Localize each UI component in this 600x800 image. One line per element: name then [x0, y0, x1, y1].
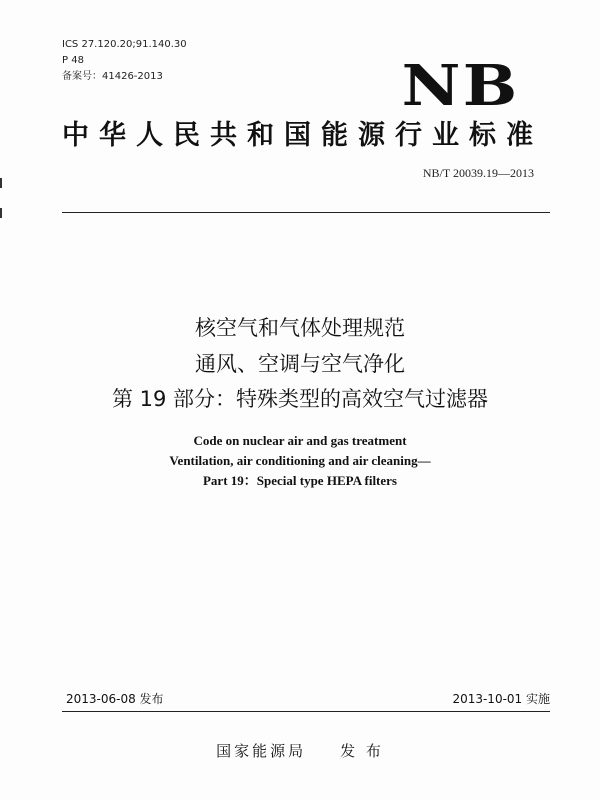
- english-title-line-2: Ventilation, air conditioning and air cleaning—: [169, 453, 431, 468]
- scan-edge-mark: [0, 208, 2, 218]
- chinese-title-line-2: 通风、空调与空气净化: [195, 352, 405, 376]
- footer-divider: [62, 711, 550, 712]
- english-title-line-1: Code on nuclear air and gas treatment: [193, 433, 407, 448]
- standard-number: NB/T 20039.19—2013: [422, 166, 534, 180]
- publisher-line: [0, 741, 600, 761]
- nb-logo: NB: [402, 53, 520, 119]
- issue-date: 2013-06-08 发布: [66, 692, 164, 706]
- standard-category-title: 中华人民共和国能源行业标准: [62, 120, 543, 151]
- chinese-title-line-3: 第 19 部分：特殊类型的高效空气过滤器: [111, 387, 489, 411]
- effective-date: 2013-10-01 实施: [452, 692, 550, 706]
- classification-code: P 48: [62, 55, 84, 66]
- chinese-title-line-1: 核空气和气体处理规范: [195, 316, 405, 340]
- header-divider: [62, 212, 550, 213]
- english-title-line-3: Part 19：Special type HEPA filters: [202, 473, 397, 488]
- publisher-name: 国家能源局: [216, 742, 307, 760]
- filing-number: 备案号：41426-2013: [62, 71, 163, 82]
- ics-code: ICS 27.120.20;91.140.30: [62, 39, 187, 50]
- publish-label: 发 布: [340, 742, 384, 760]
- scan-edge-mark: [0, 178, 2, 188]
